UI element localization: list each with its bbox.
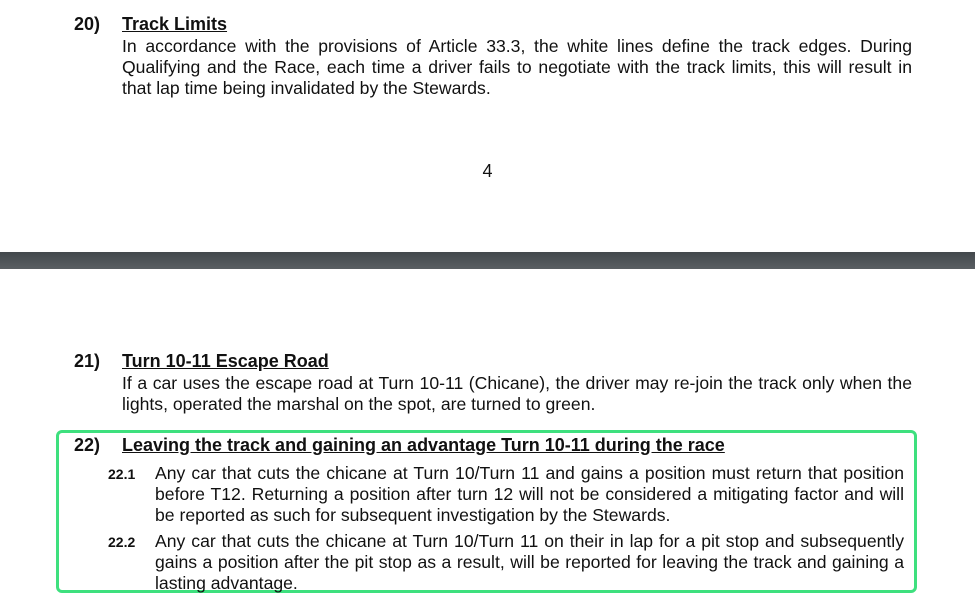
subsection-number: 22.1: [108, 466, 136, 482]
page-separator: [0, 252, 975, 269]
section-number: 21): [74, 351, 101, 371]
section-21: [74, 351, 919, 421]
section-title: Track Limits: [122, 14, 228, 34]
subsection-text: Any car that cuts the chicane at Turn 10/Turn 11 and gains a position must return that position before T12. Returning a position after turn 12 will not be considered a mitigating factor and will be reported as such for subsequent investigation by the Stewards.: [155, 463, 904, 525]
page-number: 4: [482, 161, 493, 181]
section-title: Turn 10-11 Escape Road: [122, 351, 329, 371]
section-title: Leaving the track and gaining an advantage Turn 10-11 during the race: [122, 435, 725, 455]
section-20: [74, 14, 919, 104]
document-page-top: [0, 0, 975, 252]
subsection-text: Any car that cuts the chicane at Turn 10/Turn 11 on their in lap for a pit stop and subsequently gains a position after the pit stop as a result, will be reported for leaving the track and gaining a lasting advantage.: [155, 531, 904, 593]
document-page-bottom: [0, 269, 975, 601]
subsection-number: 22.2: [108, 534, 136, 550]
section-body: If a car uses the escape road at Turn 10-11 (Chicane), the driver may re-join the track only when the lights, operated the marshal on the spot, are turned to green.: [122, 373, 912, 414]
section-22: [74, 435, 919, 595]
section-number: 20): [74, 14, 101, 34]
section-number: 22): [74, 435, 101, 455]
section-body: In accordance with the provisions of Article 33.3, the white lines define the track edges. During Qualifying and the Race, each time a driver fails to negotiate with the track limits, this will result in that lap time being invalidated by the Stewards.: [122, 36, 912, 98]
